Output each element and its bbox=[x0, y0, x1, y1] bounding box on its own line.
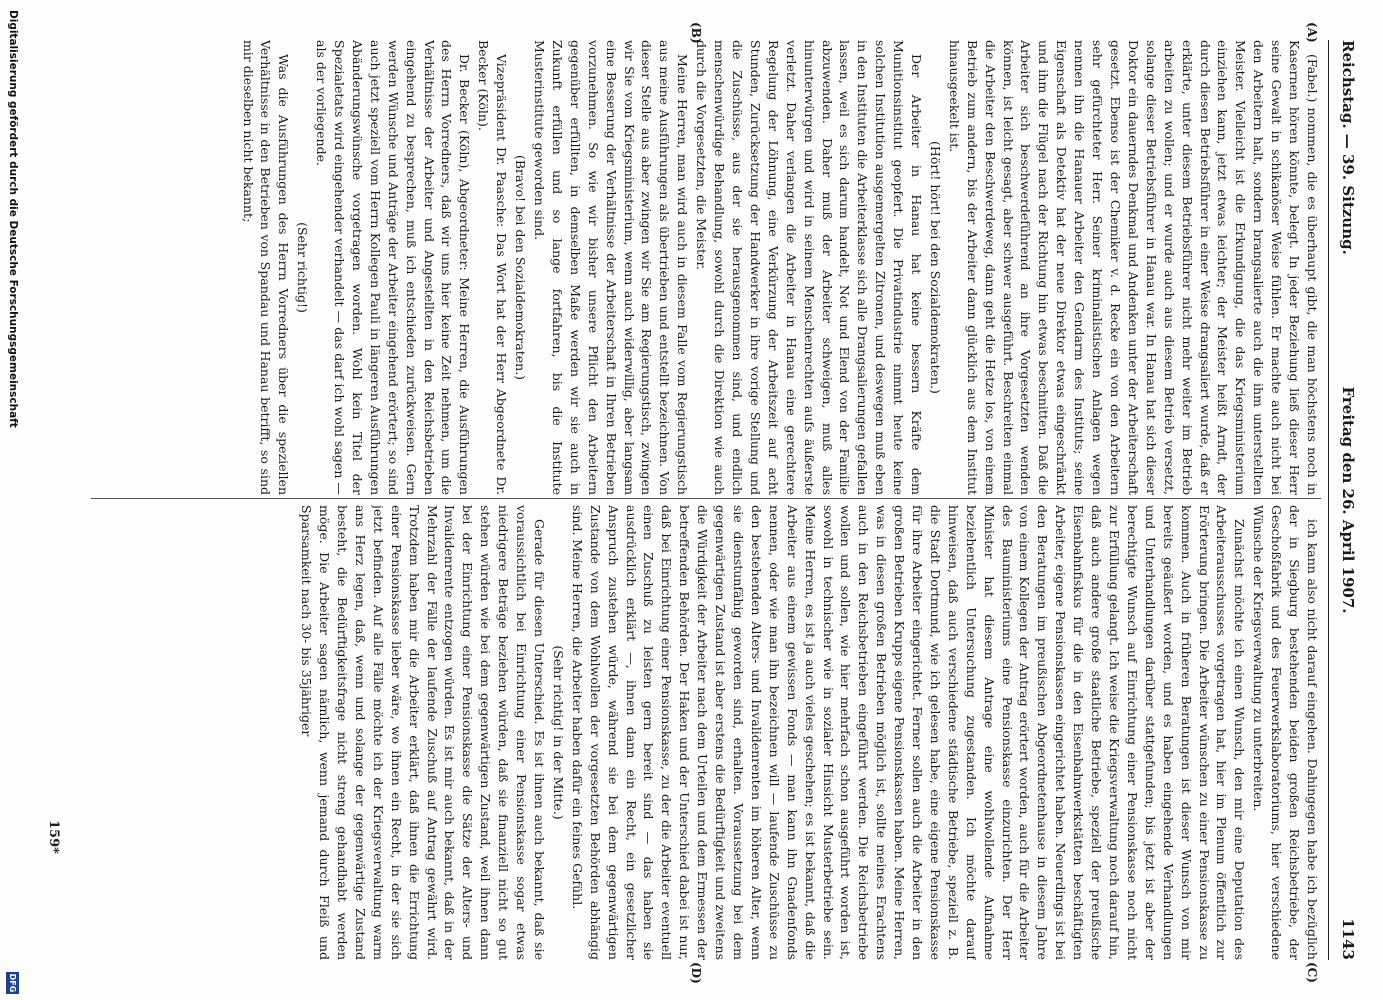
interjection: (Bravo! bei den Sozialdemokraten.) bbox=[513, 154, 529, 381]
paragraph: Der Arbeiter in Hanau hat keine bessern Kräfte dem Munitionsinstitut geopfert. Die Privatindustrie nimmt heute keine solchen Institution ausgemergelten Zitronen, und deswegen muß eben in den Instituten die Arbeiterklasse sich alle Drangsalierungen gefallen lassen, weil es sich darum handelt, Not und Elend von der Familie abzuwenden. Daher muß der Arbeiter schweigen, muß alles hinunterwürgen und wird in seinem Menschenrechten aufs äußerste verletzt. Daher verlangen die Arbeiter in Hanau eine gerechtere Regelung der Löhnung, eine Verkürzung der Arbeitszeit auf acht Stunden, Zurücksetzung der Handwerker in ihre vorige Stellung und die Zuschüsse, aus der sie herausgenommen sind, und endlich menschenwürdige Behandlung, sowohl durch die Direktion wie auch durch die Vorgesetzten, die Meister. bbox=[694, 40, 925, 495]
margin-mark-a: (A) bbox=[1305, 22, 1319, 43]
header-session: Reichstag. — 39. Sitzung. bbox=[1339, 40, 1357, 255]
interjection: (Sehr richtig!) bbox=[295, 222, 311, 313]
paragraph: (Fabel.) nommen, die es überhaupt gibt, die man höchstens noch in Kasernen hören könnte, belegt. In jeder Beziehung ließ dieser Herr seine Gewalt in schikanöser Weise fühlen. Er machte auch nicht bei den Arbeitern halt, sondern brangsalierte auch die ihm unterstellten Meister. Vielleicht ist die Erkundigung, die das Kriegsministerium einziehen kann, jetzt etwas leichter; der Meister heißt Arndt, der durch diesen Betriebsführer in einer Weise drangsaliert wurde, daß er erklärte, unter diesem Betriebsführer nicht mehr weiter im Betrieb arbeiten zu wollen; und er wurde auch aus diesem Betrieb versetzt, solange dieser Betriebsführer in Hanau war. In Hanau hat sich dieser Doktor ein dauerndes Denkmal und Andenken unter der Arbeiterschaft gesetzt. Ebenso ist der Chemiker v. d. Recke ein von den Arbeitern sehr gefürchteter Herr. Seiner kriminalistischen Anlagen wegen nennen ihn die Hanauer Arbeiter den Gendarm des Instituts; seine Eigenschaft als Detektiv hat der neue Direktor etwas eingeschränkt und ihm die Flügel nach der Richtung hin etwas beschnitten. Daß die Arbeiter sich beschwerdeführend an ihre Vorgesetzten wenden können, ist leicht gesagt, aber schwer ausgeführt. Beschreiten einmal die Arbeiter den Beschwerdeweg, dann geht die Hetze los, von einem Betrieb zum andern, bis der Arbeiter dann glücklich aus dem Institut hinausgeekelt ist. bbox=[946, 40, 1320, 495]
page-header bbox=[1333, 40, 1361, 960]
paragraph: Dr. Becker (Köln), Abgeordneter: Meine Herren, die Ausführungen des Herrn Vorredners, daß wir uns hier keine Zeit nehmen, um die Verhältnisse der Arbeiter und Angestellten in den Reichsbetrieben eingehend zu besprechen, muß ich entschieden zurückweisen. Gern werden Wünsche und Anträge der Arbeiter eingehend erörtert; so sind auch jetzt speziell vom Herrn Kollegen Pauli in längeren Ausführungen Abänderungswünsche vorgetragen worden. Wohl kein Titel der Spezialetats wird eingehender verhandelt — das darf ich wohl sagen — als der vorliegende. bbox=[314, 40, 473, 495]
paragraph: ich kann also nicht darauf eingehen. Dahingegen habe ich bezüglich der in Siegburg bestehenden beiden großen Reichsbetriebe, der Geschoßfabrik und des Feuerwerkslaboratoriums, hier verschiedene Wünsche der Kriegsverwaltung zu unterbreiten. bbox=[1251, 505, 1320, 960]
right-column bbox=[91, 505, 1321, 960]
column-divider bbox=[91, 498, 1321, 499]
interjection: (Sehr richtig! in der Mitte.) bbox=[550, 645, 566, 820]
signature-mark: 159* bbox=[46, 820, 61, 854]
header-date: Freitag den 26. April 1907. bbox=[1339, 386, 1357, 614]
funding-text: Digitalisierung gefördert durch die Deutsche Forschungsgemeinschaft bbox=[7, 10, 19, 428]
paragraph: Zunächst möchte ich einen Wunsch, den mir eine Deputation des Arbeiterausschusses vorgetragen hat, hier im Plenum öffentlich zur Erörterung bringen. Die Arbeiter wünschen zu einer Pensionskasse zu kommen. Auch in früheren Beratungen ist dieser Wunsch von mir bereits geäußert worden, und es haben eingehende Verhandlungen und Unterhandlungen darüber stattgefunden; bis jetzt ist aber der berechtigte Wunsch auf Einrichtung einer Pensionskasse noch nicht zur Erfüllung gelangt. Ich weise die Kriegsverwaltung noch darauf hin, daß auch andere große staatliche Betriebe, speziell der preußische Eisenbahnfiskus für die in den Eisenbahnwerkstätten beschäftigten Arbeiter, eigene Pensionskassen eingerichtet haben. Neuerdings ist bei den Beratungen im preußischen Abgeordnetenhause in diesem Jahre von einem Kollegen der Antrag erörtert worden, auch für die Arbeiter des Bauministeriums eine Pensionskasse einzurichten. Der Herr Minister hat diesem Antrage eine wohlwollende Aufnahme beziehentlich Untersuchung zugestanden. Ich möchte darauf hinweisen, daß auch verschiedene städtische Betriebe, speziell z. B. die Stadt Dortmund, wie ich gelesen habe, eine eigene Pensionskasse für ihre Arbeiter eingerichtet. Ferner sollen auch die Arbeiter in den großen Betrieben Krupps eigene Pensionskassen haben. Meine Herren, was in diesen großen Betrieben möglich ist, sollte meines Erachtens auch in den Reichsbetrieben eingeführt werden. Die Reichsbetriebe wollen und sollen, wie hier mehrfach schon ausgeführt worden ist, sowohl in technischer wie in sozialer Hinsicht Musterbetriebe sein. Meine Herren, es ist ja auch vieles geschehen; es ist bekannt, daß die Arbeiter aus einem gewissen Fonds — man kann ihn Gnadenfonds nennen, oder wie man ihn bezeichnen will — laufende Zuschüsse zu den bestehenden Alters- und Invalidenrenten im höheren Alter, wenn sie dienstunfähig geworden sind, erhalten. Voraussetzung bei dem gegenwärtigen Zustand ist aber erstens die Bedürftigkeit und zweitens die Würdigkeit der Arbeiter nach dem Urteilen und dem Ermessen der betreffenden Behörden. Der Haken und der Unterschied dabei ist nur, daß bei Einrichtung einer Pensionskasse, zu der die Arbeiter eventuell einen Zuschuß zu leisten gern bereit sind — das haben sie ausdrücklich erklärt —, ihnen dann ein Recht, ein gesetzlicher Anspruch zustehen würde, während sie bei dem gegenwärtigen Zustande von dem Wohlwollen der vorgesetzten Behörden abhängig sind. Meine Herren, die Arbeiter haben dafür ein feines Gefühl. bbox=[569, 505, 1248, 960]
header-rule bbox=[1328, 40, 1329, 960]
interjection: (Hört! hört! bei den Sozialdemokraten.) bbox=[927, 141, 943, 394]
margin-mark-b: (B) bbox=[689, 22, 703, 44]
left-column bbox=[91, 40, 1321, 495]
funding-note bbox=[3, 0, 21, 1000]
paragraph: Was die Ausführungen des Herrn Vorredners über die speziellen Verhältnisse in den Betrieben von Spandau und Hanau betrifft, so sind mir dieselben nicht bekannt; bbox=[240, 40, 292, 495]
paragraph: Meine Herren, man wird auch in diesem Falle vom Regierungstisch aus meine Ausführungen als übertrieben und entstellt bezeichnen. Von dieser Stelle aus aber zwingen wir Sie am Regierungstisch, zwingen wir Sie vom Kriegsministerium, wenn auch widerwillig, aber langsam eine Besserung der Verhältnisse der Arbeiterschaft in Ihren Betrieben vorzunehmen. So wie wir bisher unsere Pflicht den Arbeitern gegenüber erfüllten, in demselben Maße werden wir sie auch in Zukunft erfüllen und so lange fortfahren, bis die Institute Musterinstitute geworden sind. bbox=[532, 40, 691, 495]
dfg-logo: DFG bbox=[8, 973, 17, 993]
page-number: 1143 bbox=[1339, 918, 1357, 960]
paragraph: Gerade für diesen Unterschied. Es ist ihnen auch bekannt, daß sie voraussichtlich bei Einrichtung einer Pensionskasse sogar etwas niedrigere Beträge beziehen würden, daß sie finanziell nicht so gut stehen würden wie bei dem gegenwärtigen Zustand, weil ihnen dann bei der Einrichtung einer Pensionskasse die Sätze der Alters- und Invalidenrente entzogen würden. Es ist mir auch bekannt, daß in der Mehrzahl der Fälle der laufende Zuschuß auf Antrag gewährt wird. Trotzdem haben mir die Arbeiter erklärt, daß ihnen die Errichtung einer Pensionskasse lieber wäre, wo ihnen ein Recht, in der sie sich jetzt befinden. Auf alle Fälle möchte ich der Kriegsverwaltung warm ans Herz legen, daß, wenn und solange der gegenwärtige Zustand besteht, die Bedürftigkeitsfrage nicht streng gehandhabt werden möge. Die Arbeiter sagen nämlich, wenn jemand durch Fleiß und Sparsamkeit nach 30- bis 35jähriger bbox=[299, 505, 548, 960]
margin-mark-d: (D) bbox=[689, 962, 703, 984]
margin-mark-c: (C) bbox=[1305, 962, 1319, 983]
paragraph: Vizepräsident Dr. Paasche: Das Wort hat der Herr Abgeordnete Dr. Becker (Köln). bbox=[476, 40, 510, 495]
